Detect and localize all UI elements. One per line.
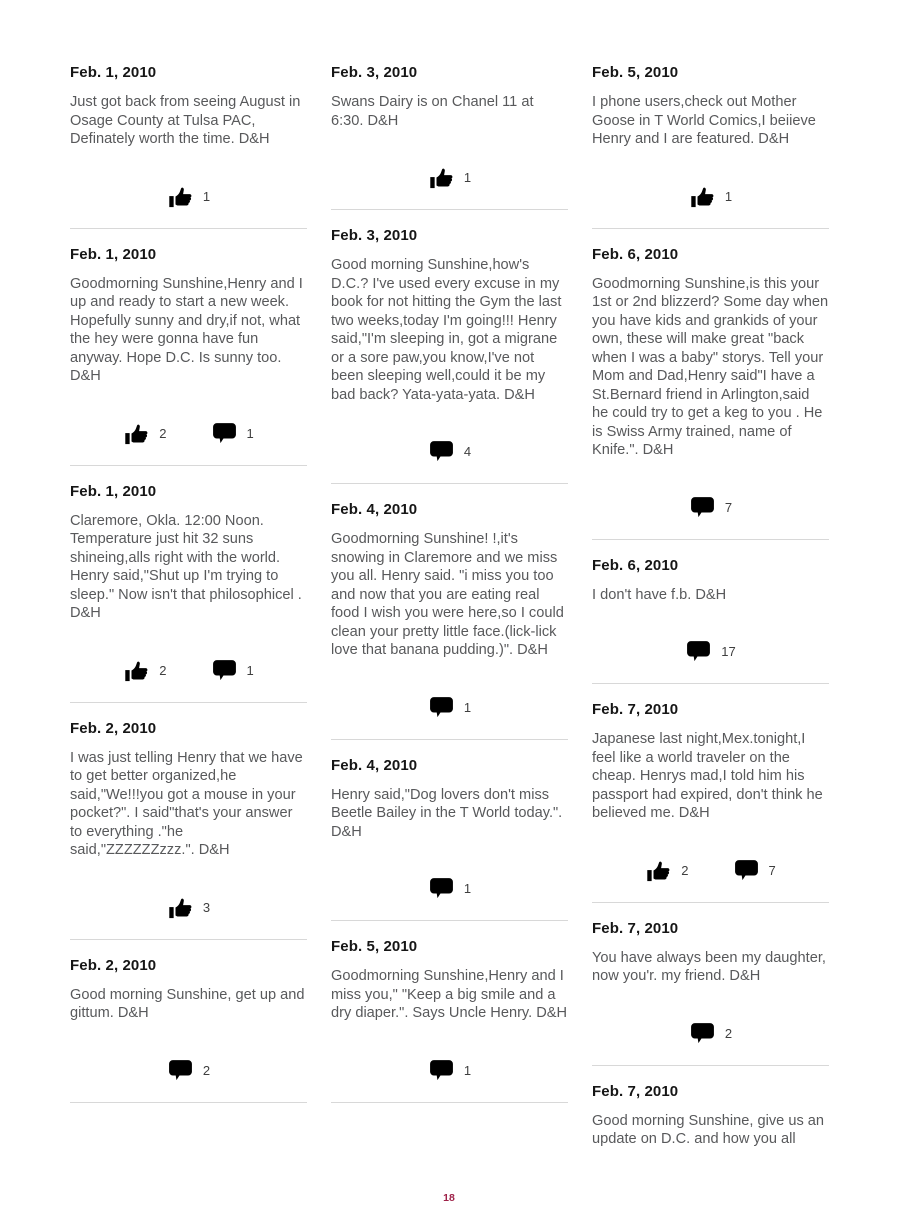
- comment-bubble-icon: [167, 1057, 194, 1084]
- post-date: Feb. 1, 2010: [70, 64, 157, 81]
- column-1: [70, 64, 307, 1183]
- post-date: Feb. 7, 2010: [592, 919, 679, 937]
- comment-bubble-icon: [428, 438, 455, 465]
- post-stats: [331, 1057, 568, 1084]
- post-date: Feb. 1, 2010: [70, 482, 157, 500]
- post-date: Feb. 6, 2010: [592, 556, 679, 574]
- like-stat: [428, 164, 471, 191]
- comment-bubble-icon: [211, 420, 238, 447]
- comment-stat: [211, 657, 254, 684]
- comment-count: 4: [463, 444, 472, 459]
- post-text: Just got back from seeing August in Osage County at Tulsa PAC, Definately worth the time. D&H: [70, 94, 301, 147]
- post-date: Feb. 7, 2010: [592, 701, 679, 718]
- like-stat: [167, 183, 210, 210]
- comment-count: 2: [724, 1025, 733, 1041]
- post-text: Swans Dairy is on Chanel 11 at 6:30. D&H: [331, 94, 534, 129]
- column-3: [592, 64, 829, 1183]
- comment-count: 1: [246, 662, 254, 678]
- post-stats: [592, 638, 829, 665]
- post-text: Japanese last night,Mex.tonight,I feel like a world traveler on the cheap. Henrys mad,I told him his passport had expired, don't think he believed me. D&H: [592, 731, 823, 821]
- comment-bubble-icon: [689, 1020, 716, 1047]
- post: [331, 227, 568, 484]
- comment-count: 1: [463, 881, 472, 896]
- like-count: 2: [681, 862, 689, 878]
- post-stats: [70, 183, 307, 210]
- post: [592, 64, 829, 229]
- post-date: Feb. 4, 2010: [331, 756, 418, 774]
- post: [592, 701, 829, 903]
- comment-count: 1: [246, 425, 254, 441]
- like-count: 3: [202, 899, 211, 915]
- post-stats: [592, 857, 829, 884]
- post-text: Good morning Sunshine, get up and gittum. D&H: [70, 986, 305, 1021]
- post: [331, 64, 568, 210]
- post-text: Goodmorning Sunshine,Henry and I up and ready to start a new week. Hopefully sunny and dry,if not, what the hey were gonna have fun anyway. Hope D.C. Is sunny too. D&H: [70, 275, 303, 384]
- comment-stat: [733, 857, 776, 884]
- thumbs-up-icon: [167, 183, 194, 210]
- post-text: I was just telling Henry that we have to get better organized,he said,"We!!!you got a mouse in your pocket?". I said"that's your answer to everything ."he said,"ZZZZZZzzz.". D&H: [70, 749, 303, 858]
- post-text: Good morning Sunshine,how's D.C.? I've used every excuse in my book for not hitting the Gym the last two weeks,today I'm going!!! Henry said,"I'm sleeping in, got a migrane or a sore paw,you know,I've not been sleeping well,could it be my bad back? Yata-yata-yata. D&H: [331, 257, 562, 403]
- comment-count: 7: [768, 862, 776, 878]
- thumbs-up-icon: [123, 420, 150, 447]
- like-count: 1: [463, 170, 472, 185]
- post-date: Feb. 2, 2010: [70, 956, 157, 974]
- post-text: Goodmorning Sunshine,Henry and I miss you," "Keep a big smile and a dry diaper.". Says Uncle Henry. D&H: [331, 968, 568, 1021]
- comment-stat: [685, 638, 735, 665]
- post: [331, 938, 568, 1103]
- thumbs-up-icon: [689, 183, 716, 210]
- post-date: Feb. 7, 2010: [592, 1082, 679, 1100]
- comment-count: 7: [724, 499, 733, 515]
- post-text: I phone users,check out Mother Goose in T World Comics,I beiieve Henry and I are featured. D&H: [592, 94, 816, 147]
- comment-stat: [428, 438, 471, 465]
- post-date: Feb. 4, 2010: [331, 501, 418, 518]
- posts-page: [70, 64, 828, 1183]
- page-number: 18: [443, 1192, 455, 1204]
- post-date: Feb. 2, 2010: [70, 719, 157, 737]
- like-count: 2: [159, 425, 167, 441]
- comment-stat: [428, 694, 471, 721]
- post-stats: [70, 657, 307, 684]
- comment-count: 17: [721, 644, 736, 659]
- post: [592, 557, 829, 685]
- thumbs-up-icon: [645, 857, 672, 884]
- post-text: Goodmorning Sunshine! !,it's snowing in Claremore and we miss you all. Henry said. "i miss you too and now that you are eating real food I wish you were here,so I could clean your pretty little face.(lick-lick love that banana pudding.)". D&H: [331, 531, 564, 658]
- post-date: Feb. 1, 2010: [70, 245, 157, 263]
- comment-bubble-icon: [211, 657, 238, 684]
- post-text: Claremore, Okla. 12:00 Noon. Temperature just hit 32 suns shineing,alls right with the world. Henry said,"Shut up I'm trying to sleep." Now isn't that philosophicel . D&H: [70, 512, 302, 621]
- post-stats: [331, 694, 568, 721]
- post-stats: [331, 438, 568, 465]
- post-date: Feb. 3, 2010: [331, 227, 418, 244]
- thumbs-up-icon: [167, 894, 194, 921]
- comment-stat: [428, 875, 471, 902]
- comment-count: 1: [463, 1062, 472, 1078]
- post-date: Feb. 5, 2010: [331, 938, 418, 955]
- post: [592, 1083, 829, 1149]
- post-stats: [70, 894, 307, 921]
- post-text: Goodmorning Sunshine,is this your 1st or 2nd blizzerd? Some day when you have kids and grankids of your own, these will make great "back when I was a baby" storys. Tell your Mom and Dad,Henry said"I have a St.Bernard friend in Arlington,said he could try to get a keg to you . He is Swiss Army trained, name of Knife.". D&H: [592, 275, 829, 458]
- post-stats: [592, 1020, 829, 1047]
- comment-count: 1: [463, 699, 472, 715]
- thumbs-up-icon: [428, 164, 455, 191]
- post-stats: [331, 875, 568, 902]
- comment-stat: [211, 420, 254, 447]
- post-date: Feb. 5, 2010: [592, 64, 679, 81]
- comment-bubble-icon: [689, 494, 716, 521]
- like-stat: [167, 894, 210, 921]
- post-stats: [70, 1057, 307, 1084]
- post: [331, 757, 568, 922]
- like-stat: [645, 857, 688, 884]
- like-count: 1: [202, 188, 211, 204]
- post-stats: [70, 420, 307, 447]
- like-stat: [123, 420, 166, 447]
- like-count: 1: [724, 188, 733, 204]
- post: [331, 501, 568, 740]
- post-text: I don't have f.b. D&H: [592, 586, 727, 603]
- comment-count: 2: [202, 1062, 211, 1078]
- comment-bubble-icon: [428, 875, 455, 902]
- post: [70, 64, 307, 229]
- column-2: [331, 64, 568, 1183]
- post-text: You have always been my daughter, now you'r. my friend. D&H: [592, 949, 826, 984]
- post: [592, 920, 829, 1066]
- comment-bubble-icon: [428, 694, 455, 721]
- comment-bubble-icon: [685, 638, 712, 665]
- post: [70, 720, 307, 940]
- comment-stat: [689, 494, 732, 521]
- post: [70, 483, 307, 703]
- post: [70, 957, 307, 1103]
- post-date: Feb. 3, 2010: [331, 64, 418, 81]
- comment-stat: [167, 1057, 210, 1084]
- post-text: Henry said,"Dog lovers don't miss Beetle Bailey in the T World today.". D&H: [331, 786, 563, 840]
- post-stats: [331, 164, 568, 191]
- comment-bubble-icon: [428, 1057, 455, 1084]
- comment-stat: [428, 1057, 471, 1084]
- like-stat: [123, 657, 166, 684]
- post-stats: [592, 183, 829, 210]
- thumbs-up-icon: [123, 657, 150, 684]
- post-stats: [592, 494, 829, 521]
- like-count: 2: [159, 662, 167, 678]
- post: [592, 246, 829, 540]
- comment-bubble-icon: [733, 857, 760, 884]
- like-stat: [689, 183, 732, 210]
- post: [70, 246, 307, 466]
- comment-stat: [689, 1020, 732, 1047]
- post-text: Good morning Sunshine, give us an update on D.C. and how you all: [592, 1112, 825, 1147]
- post-date: Feb. 6, 2010: [592, 245, 679, 263]
